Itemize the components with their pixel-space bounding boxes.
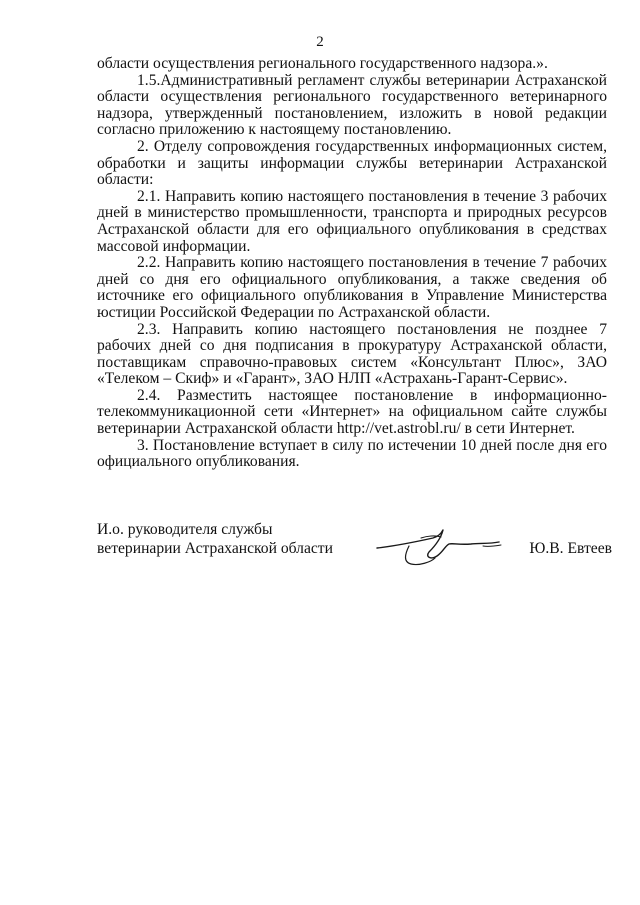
- paragraph-2-4: 2.4. Разместить настоящее постановление в информационно-телекоммуникационной сети «Интернет» на официальном сайте службы ветеринарии Астраханской области http://vet.astrobl.ru/ в сети Интернет.: [97, 386, 607, 438]
- paragraph-2: 2. Отделу сопровождения государственных информационных систем, обработки и защиты информации службы ветеринарии Астраханской области:: [97, 137, 607, 189]
- handwritten-signature: [375, 524, 505, 570]
- signer-title: [97, 520, 333, 558]
- paragraph-2-1: 2.1. Направить копию настоящего постановления в течение 3 рабочих дней в министерство промышленности, транспорта и природных ресурсов Астраханской области для его официального опубликования в средствах массовой информации.: [97, 187, 607, 255]
- document-body: [97, 56, 607, 471]
- paragraph-2-2: 2.2. Направить копию настоящего постановления в течение 7 рабочих дней со дня его официального опубликования, а также сведения об источнике его официального опубликования в Управление Министерства юстиции Российской Федерации по Астраханской области.: [97, 254, 607, 321]
- signer-title-line-2: ветеринарии Астраханской области: [97, 540, 333, 557]
- signature-block: [97, 520, 612, 580]
- paragraph-2-3: 2.3. Направить копию настоящего постановления не позднее 7 рабочих дней со дня подписания в прокуратуру Астраханской области, поставщикам справочно-правовых систем «Консультант Плюс», ЗАО «Телеком – Скиф» и «Гарант», ЗАО НЛП «Астрахань-Гарант-Сервис».: [97, 320, 607, 388]
- paragraph-3: 3. Постановление вступает в силу по истечении 10 дней после дня его официального опубликования.: [97, 436, 607, 471]
- paragraph-1-5: 1.5.Административный регламент службы ветеринарии Астраханской области осуществления регионального государственного ветеринарного надзора, утвержденный постановлением, изложить в новой редакции согласно приложению к настоящему постановлению.: [97, 71, 607, 139]
- paragraph-continuation: области осуществления регионального государственного надзора.».: [97, 55, 548, 72]
- signer-name: Ю.В. Евтеев: [529, 540, 612, 557]
- page-number: 2: [316, 34, 324, 50]
- signer-title-line-1: И.о. руководителя службы: [97, 521, 273, 538]
